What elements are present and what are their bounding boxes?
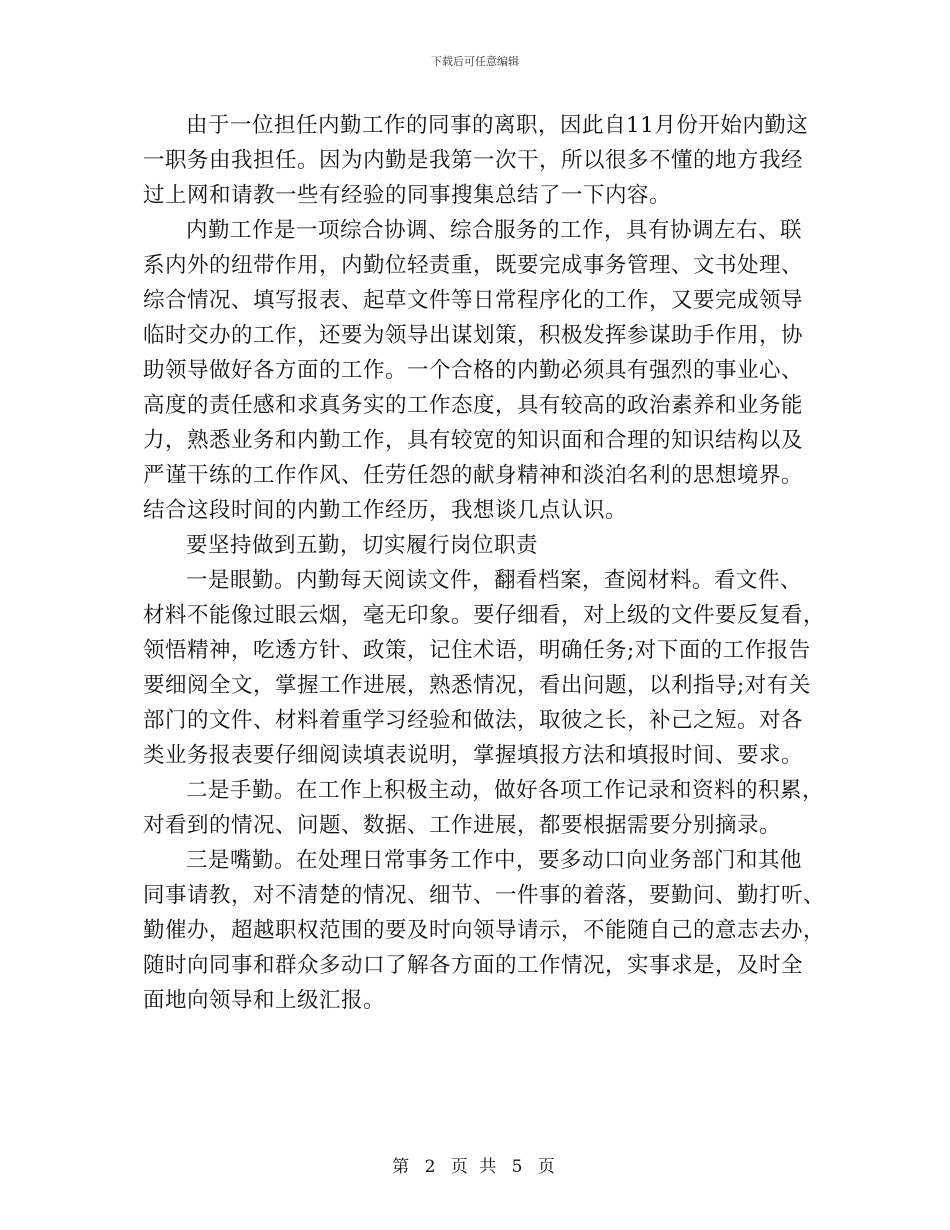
text-line: 过上网和请教一些有经验的同事搜集总结了一下内容。 xyxy=(143,183,672,208)
footer-prefix: 第 xyxy=(392,1157,413,1177)
total-pages-number: 5 xyxy=(511,1157,526,1177)
current-page-number: 2 xyxy=(424,1157,439,1177)
text-line: 系内外的纽带作用，内勤位轻责重，既要完成事务管理、文书处理、 xyxy=(143,253,804,278)
text-line: 领悟精神，吃透方针、政策，记住术语，明确任务;对下面的工作报告 xyxy=(143,638,811,663)
footer-suffix: 页 xyxy=(537,1157,558,1177)
text-line: 严谨干练的工作作风、任劳任怨的献身精神和淡泊名利的思想境界。 xyxy=(143,463,804,488)
text-line: 要坚持做到五勤，切实履行岗位职责 xyxy=(186,533,539,558)
text-line: 由于一位担任内勤工作的同事的离职，因此自11月份开始内勤这 xyxy=(186,113,809,138)
text-line: 一职务由我担任。因为内勤是我第一次干，所以很多不懂的地方我经 xyxy=(143,148,804,173)
text-line: 高度的责任感和求真务实的工作态度，具有较高的政治素养和业务能 xyxy=(143,393,804,418)
text-line: 结合这段时间的内勤工作经历，我想谈几点认识。 xyxy=(143,498,628,523)
text-line: 随时向同事和群众多动口了解各方面的工作情况，实事求是，及时全 xyxy=(143,953,804,978)
page-footer xyxy=(0,1152,950,1177)
text-line: 助领导做好各方面的工作。一个合格的内勤必须具有强烈的事业心、 xyxy=(143,358,804,383)
text-line: 同事请教，对不清楚的情况、细节、一件事的着落，要勤问、勤打听、 xyxy=(143,883,826,908)
text-line: 面地向领导和上级汇报。 xyxy=(143,988,386,1013)
paragraph-2 xyxy=(143,213,811,528)
text-line: 临时交办的工作，还要为领导出谋划策，积极发挥参谋助手作用，协 xyxy=(143,323,804,348)
text-line: 对看到的情况、问题、数据、工作进展，都要根据需要分别摘录。 xyxy=(143,813,782,838)
text-line: 要细阅全文，掌握工作进展，熟悉情况，看出问题，以利指导;对有关 xyxy=(143,673,811,698)
text-line: 勤催办，超越职权范围的要及时向领导请示，不能随自己的意志去办， xyxy=(143,918,826,943)
text-line: 三是嘴勤。在处理日常事务工作中，要多动口向业务部门和其他 xyxy=(186,848,803,873)
text-line: 部门的文件、材料着重学习经验和做法，取彼之长，补己之短。对各 xyxy=(143,708,804,733)
text-line: 综合情况、填写报表、起草文件等日常程序化的工作，又要完成领导 xyxy=(143,288,804,313)
paragraph-eye-diligence xyxy=(143,563,826,773)
text-line: 二是手勤。在工作上积极主动，做好各项工作记录和资料的积累， xyxy=(186,778,825,803)
text-line: 内勤工作是一项综合协调、综合服务的工作，具有协调左右、联 xyxy=(186,218,803,243)
paragraph-1 xyxy=(143,108,811,213)
text-line: 一是眼勤。内勤每天阅读文件，翻看档案，查阅材料。看文件、 xyxy=(186,568,803,593)
text-line: 力，熟悉业务和内勤工作，具有较宽的知识面和合理的知识结构以及 xyxy=(143,428,804,453)
document-body xyxy=(143,108,826,1018)
text-line: 类业务报表要仔细阅读填表说明，掌握填报方法和填报时间、要求。 xyxy=(143,743,804,768)
paragraph-mouth-diligence xyxy=(143,843,826,1018)
footer-middle: 页 共 xyxy=(450,1157,500,1177)
section-heading xyxy=(143,528,811,563)
text-line: 材料不能像过眼云烟，毫无印象。要仔细看，对上级的文件要反复看， xyxy=(143,603,826,628)
paragraph-hand-diligence xyxy=(143,773,825,843)
page-header: 下载后可任意编辑 xyxy=(431,55,519,68)
